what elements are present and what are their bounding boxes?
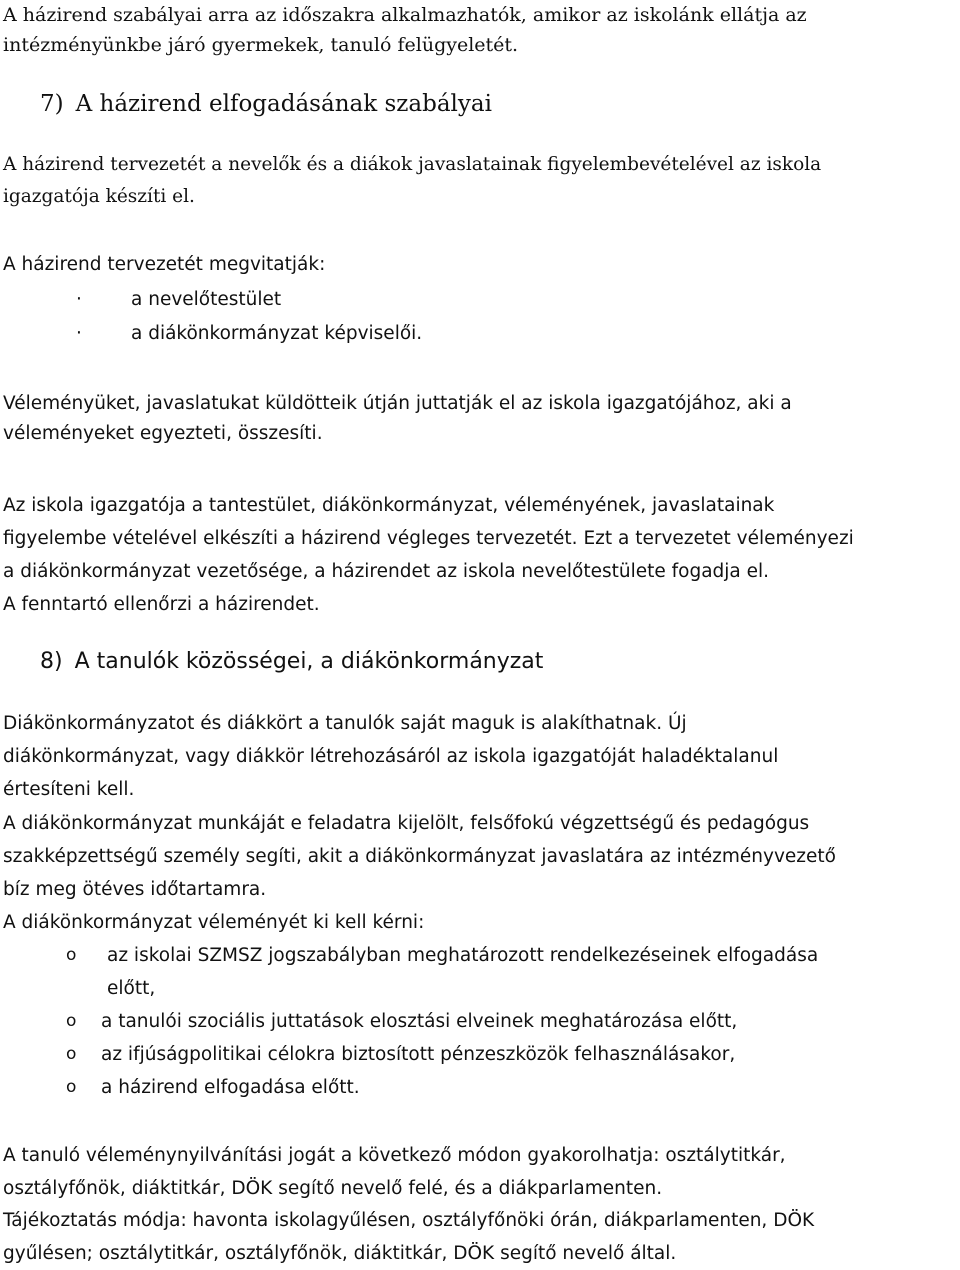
section-7-heading [40, 88, 492, 120]
list-item-text: az iskolai SZMSZ jogszabályban meghatározott rendelkezéseinek elfogadása [107, 945, 819, 966]
paragraph-line: A diákönkormányzat munkáját e feladatra kijelölt, felsőfokú végzettségű és pedagógus [3, 813, 810, 834]
drafting-paragraph [3, 149, 957, 213]
student-council-paragraph [3, 707, 957, 806]
paragraph-line: A fenntartó ellenőrzi a házirendet. [3, 594, 320, 615]
council-opinion-list [3, 939, 957, 1104]
list-item [3, 1071, 957, 1104]
list-item-text: a nevelőtestület [131, 289, 282, 310]
list-item-text: a házirend elfogadása előtt. [101, 1077, 360, 1098]
list-item [3, 317, 422, 351]
list-item [3, 1038, 957, 1071]
paragraph-line: osztályfőnök, diáktitkár, DÖK segítő nevelő felé, és a diákparlamenten. [3, 1178, 663, 1199]
list-item [3, 283, 422, 317]
circle-bullet-icon: o [66, 1077, 77, 1097]
section-number: 7) [40, 91, 64, 117]
circle-bullet-icon: o [66, 1044, 77, 1064]
paragraph-line: igazgatója készíti el. [3, 186, 195, 207]
bullet-dot-icon: · [76, 289, 82, 310]
intro-paragraph [3, 0, 957, 60]
paragraph-line: értesíteni kell. [3, 779, 135, 800]
section-number: 8) [40, 649, 63, 674]
council-support-paragraph [3, 807, 957, 906]
paragraph-line: Véleményüket, javaslatukat küldötteik útján juttatják el az iskola igazgatójához, aki a [3, 393, 792, 414]
list-item [3, 1005, 957, 1038]
list-item [3, 939, 957, 1005]
intro-line: A házirend szabályai arra az időszakra alkalmazhatók, amikor az iskolánk ellátja az [3, 4, 807, 26]
list-item-text: az ifjúságpolitikai célokra biztosított pénzeszközök felhasználásakor, [101, 1044, 736, 1065]
discussion-list [3, 283, 422, 351]
paragraph-line: figyelembe vételével elkészíti a házirend végleges tervezetét. Ezt a tervezetet véleményezi [3, 528, 854, 549]
paragraph-line: diákönkormányzat, vagy diákkör létrehozásáról az iskola igazgatóját haladéktalanul [3, 746, 779, 767]
paragraph-line: a diákönkormányzat vezetősége, a házirendet az iskola nevelőtestülete fogadja el. [3, 561, 770, 582]
paragraph-line: szakképzettségű személy segíti, akit a diákönkormányzat javaslatára az intézményvezető [3, 846, 836, 867]
paragraph-line: A házirend tervezetét a nevelők és a diákok javaslatainak figyelembevételével az iskola [3, 154, 822, 175]
paragraph-line: Tájékoztatás módja: havonta iskolagyűlésen, osztályfőnöki órán, diákparlamenten, DÖK [3, 1210, 815, 1231]
opinion-paragraph [3, 389, 957, 449]
paragraph-line: A tanuló véleménynyilvánítási jogát a következő módon gyakorolhatja: osztálytitkár, [3, 1145, 786, 1166]
information-paragraph [3, 1204, 957, 1270]
paragraph-line: gyűlésen; osztálytitkár, osztályfőnök, diáktitkár, DÖK segítő nevelő által. [3, 1243, 677, 1264]
circle-bullet-icon: o [66, 1011, 77, 1031]
discussion-lead: A házirend tervezetét megvitatják: [3, 254, 326, 275]
circle-bullet-icon: o [66, 945, 77, 965]
list-item-text: a tanulói szociális juttatások elosztási elveinek meghatározása előtt, [101, 1011, 738, 1032]
paragraph-line: véleményeket egyezteti, összesíti. [3, 423, 323, 444]
council-opinion-lead: A diákönkormányzat véleményét ki kell kérni: [3, 912, 425, 933]
paragraph-line: Az iskola igazgatója a tantestület, diákönkormányzat, véleményének, javaslatainak [3, 495, 775, 516]
list-item-text: előtt, [107, 978, 156, 999]
paragraph-line: bíz meg ötéves időtartamra. [3, 879, 267, 900]
paragraph-line: Diákönkormányzatot és diákkört a tanulók saját maguk is alakíthatnak. Új [3, 713, 687, 734]
intro-line: intézményünkbe járó gyermekek, tanuló felügyeletét. [3, 34, 519, 56]
opinion-rights-paragraph [3, 1139, 957, 1205]
section-title: A tanulók közösségei, a diákönkormányzat [74, 649, 544, 674]
list-item-text: a diákönkormányzat képviselői. [131, 323, 423, 344]
bullet-dot-icon: · [76, 323, 82, 344]
section-title: A házirend elfogadásának szabályai [75, 91, 492, 117]
principal-paragraph [3, 489, 957, 621]
section-8-heading [40, 645, 543, 679]
